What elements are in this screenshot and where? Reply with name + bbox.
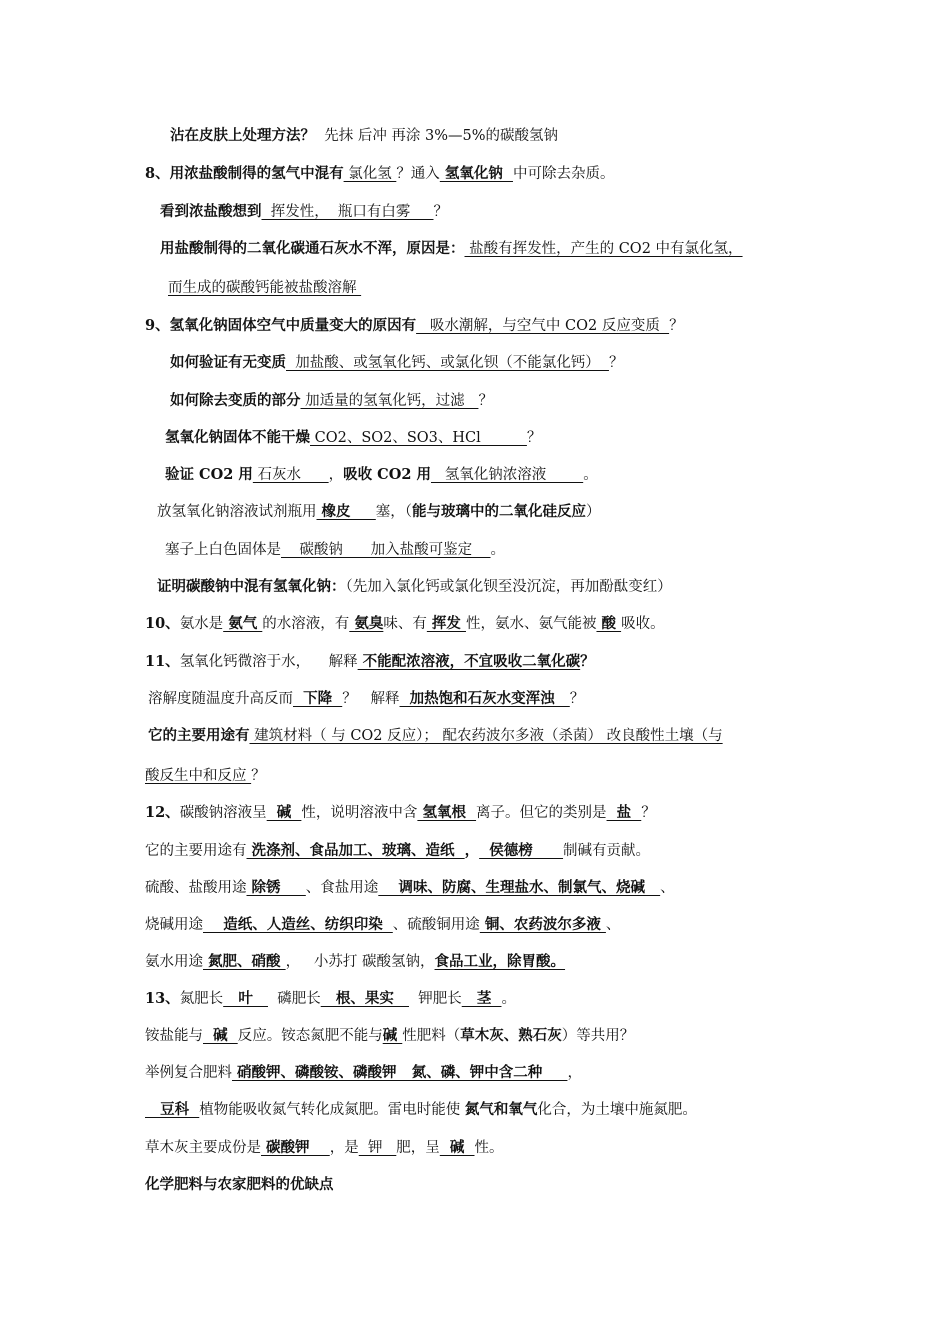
section-heading <box>145 1175 334 1195</box>
text-segment: 氮肥长 <box>179 991 224 1007</box>
text-segment: 看到浓盐酸想到 <box>160 203 262 220</box>
text-segment: 如何验证有无变质 <box>170 354 286 371</box>
text-segment: 根、果实 <box>320 990 409 1007</box>
text-segment: ？ <box>251 768 266 784</box>
text-segment: 挥发 <box>426 615 466 632</box>
text-segment: 侯德榜 <box>479 842 564 859</box>
text-segment: 碱 <box>266 804 302 821</box>
text-segment: 硝酸钾、磷酸铵、磷酸钾 氮、磷、钾中含二种 <box>232 1064 568 1081</box>
text-segment: 茎 <box>461 990 502 1007</box>
text-segment: 吸水潮解，与空气中 CO2 反应变质 <box>416 318 670 334</box>
text-segment: 性，说明溶液中含 <box>301 805 418 821</box>
text-segment: 加盐酸、或氢氧化钙、或氯化钡（不能氯化钙） <box>286 355 609 371</box>
text-segment: 11、 <box>145 653 180 670</box>
text-line-11 <box>157 502 601 522</box>
text-line-21 <box>145 878 675 898</box>
text-segment: 放氢氧化钠溶液试剂瓶用 <box>157 504 317 520</box>
text-line-24 <box>145 989 516 1009</box>
text-segment: 洗涤剂、食品加工、玻璃、造纸 <box>246 842 465 859</box>
text-segment: 吸收。 <box>621 616 665 632</box>
text-segment: 氯化氢 <box>343 166 397 182</box>
text-segment: 氨臭 <box>349 615 384 632</box>
text-line-13 <box>157 577 672 597</box>
text-segment: 植物能吸收氮气转化成氮肥。雷电时能使 <box>199 1102 465 1118</box>
text-segment: ， <box>464 842 480 859</box>
text-segment: 盐 <box>606 804 642 821</box>
text-segment: 。 <box>501 991 516 1007</box>
text-line-22 <box>145 915 620 935</box>
text-segment: ？通入 <box>396 166 440 182</box>
text-segment: 制碱有贡献。 <box>563 843 651 859</box>
text-segment: 味、有 <box>383 616 427 632</box>
text-segment: ， 小苏打 碳酸氢钠， <box>285 954 435 970</box>
text-segment: ？ <box>669 318 684 334</box>
text-segment: 吸收 CO2 用 <box>343 466 431 483</box>
text-segment: 造纸、人造丝、纺织印染 <box>203 916 393 933</box>
text-segment: 豆科 <box>145 1101 200 1118</box>
text-line-17 <box>148 726 723 746</box>
text-segment: 碱 <box>382 1027 403 1044</box>
text-segment: 加适量的氢氧化钙，过滤 <box>300 393 479 409</box>
text-segment: ？ <box>433 204 448 220</box>
text-segment: 加热饱和石灰水变浑浊 <box>399 690 570 707</box>
text-segment: 氮气和氧气 <box>464 1101 538 1118</box>
text-segment: 10、 <box>145 615 180 632</box>
text-line-02 <box>145 164 614 184</box>
text-line-16 <box>148 689 584 709</box>
text-segment: 挥发性， 瓶口有白雾 <box>261 204 434 220</box>
text-segment: 沾在皮肤上处理方法？ <box>170 127 315 144</box>
text-segment: 草木灰、熟石灰 <box>460 1027 562 1044</box>
text-segment: 能与玻璃中的二氧化硅反应 <box>412 503 587 520</box>
text-segment: 氨水是 <box>179 616 224 632</box>
text-segment: ？ 解释 <box>342 691 400 707</box>
text-line-05 <box>168 278 361 298</box>
text-line-06 <box>145 316 684 336</box>
text-segment: 13、 <box>145 990 180 1007</box>
text-segment: 它的主要用途有 <box>148 727 250 744</box>
text-segment: 调味、防腐、生理盐水、制氯气、烧碱 <box>378 879 661 896</box>
text-segment: 肥，呈 <box>396 1140 440 1156</box>
text-segment: （先加入氯化钙或氯化钡至没沉淀，再加酚酞变红） <box>345 579 672 595</box>
text-line-19 <box>145 803 656 823</box>
text-segment: 、硫酸铜用途 <box>392 917 480 933</box>
text-segment: ？ <box>641 805 656 821</box>
text-segment: 12、 <box>145 804 180 821</box>
text-segment: 性肥料（ <box>402 1028 461 1044</box>
text-segment: 氮肥、硝酸 <box>203 953 286 970</box>
text-segment: 。 <box>490 542 506 558</box>
text-segment: 的水溶液，有 <box>262 616 350 632</box>
text-segment: 石灰水 <box>252 467 329 483</box>
text-segment: 氢氧化钙微溶于水， 解释 <box>179 654 358 670</box>
text-segment: 离子。但它的类别是 <box>476 805 607 821</box>
text-segment: 钾 <box>358 1140 397 1156</box>
text-segment: 塞，（ <box>375 504 413 520</box>
text-line-26 <box>145 1063 582 1083</box>
text-segment: 盐酸有挥发性，产生的 CO2 中有氯化氢， <box>464 241 743 257</box>
text-segment: 铜、农药波尔多液 <box>479 916 606 933</box>
text-segment: 氢氧化钠固体不能干燥 <box>165 429 310 446</box>
text-segment: ，是 <box>329 1140 359 1156</box>
text-line-14 <box>145 614 665 634</box>
text-segment: 化合，为土壤中施氮肥。 <box>537 1102 697 1118</box>
text-line-03 <box>160 202 448 222</box>
text-segment: 硫酸、盐酸用途 <box>145 880 247 896</box>
text-segment: ） <box>586 504 601 520</box>
text-segment: 8、用浓盐酸制得的氢气中混有 <box>145 165 344 182</box>
text-line-25 <box>145 1026 634 1046</box>
text-segment: 叶 <box>223 990 268 1007</box>
text-segment: 碳酸钠溶液呈 <box>179 805 267 821</box>
text-line-28 <box>145 1138 504 1158</box>
text-segment: 氨气 <box>223 615 263 632</box>
text-segment: 氢氧根 <box>417 804 477 821</box>
text-segment: ？ <box>478 393 493 409</box>
text-segment: 下降 <box>293 690 343 707</box>
text-segment: 氢氧化钠浓溶液 <box>430 467 584 483</box>
text-segment: 用盐酸制得的二氧化碳通石灰水不浑，原因是： <box>160 240 465 257</box>
text-line-01 <box>170 126 558 146</box>
text-line-20 <box>145 841 650 861</box>
text-segment: 中可除去杂质。 <box>512 166 615 182</box>
text-segment: 塞子上白色固体是 <box>165 542 281 558</box>
text-segment: CO2、SO2、SO3、HCl <box>310 430 527 446</box>
text-segment: ）等共用？ <box>561 1028 635 1044</box>
text-segment: 验证 CO2 用 <box>165 466 253 483</box>
text-segment: 建筑材料（ 与 CO2 反应）； 配农药波尔多液（杀菌） 改良酸性土壤（与 <box>249 728 723 744</box>
text-segment: ？ <box>580 653 595 670</box>
text-segment: 举例复合肥料 <box>145 1065 232 1081</box>
text-segment: 铵盐能与 <box>145 1028 203 1044</box>
text-segment: 除锈 <box>246 879 306 896</box>
text-segment: 酸 <box>596 615 622 632</box>
text-segment: 反应。铵态氮肥不能与 <box>237 1028 383 1044</box>
text-line-04 <box>160 239 743 259</box>
text-line-12 <box>165 540 505 560</box>
text-segment: 、食盐用途 <box>305 880 379 896</box>
text-segment: 烧碱用途 <box>145 917 203 933</box>
text-segment: ？ <box>569 691 585 707</box>
text-segment: 、 <box>605 917 621 933</box>
text-line-10 <box>165 465 598 485</box>
text-segment: 草木灰主要成份是 <box>145 1140 261 1156</box>
text-segment: 先抹 后冲 再涂 3%—5%的碳酸氢钠 <box>315 128 559 144</box>
text-segment: ， <box>567 1065 582 1081</box>
text-line-23 <box>145 952 565 972</box>
text-segment: 碱 <box>439 1139 475 1156</box>
text-line-15 <box>145 652 595 672</box>
text-segment: 溶解度随温度升高反而 <box>148 691 293 707</box>
text-segment: 不能配浓溶液，不宜吸收二氧化碳 <box>357 653 581 670</box>
text-segment: 。 <box>583 467 598 483</box>
text-segment: 碳酸钠 加入盐酸可鉴定 <box>281 542 491 558</box>
text-segment: 钾肥长 <box>409 991 462 1007</box>
text-segment: 性，氨水、氨气能被 <box>465 616 597 632</box>
text-line-27 <box>145 1100 697 1120</box>
text-segment: 9、氢氧化钠固体空气中质量变大的原因有 <box>145 317 417 334</box>
text-segment: 橡皮 <box>316 503 376 520</box>
text-segment: ？ <box>526 430 542 446</box>
text-segment: 而生成的碳酸钙能被盐酸溶解 <box>168 280 362 296</box>
text-segment: 酸反生中和反应 <box>145 768 252 784</box>
text-line-09 <box>165 428 541 448</box>
text-segment: ？ <box>608 355 624 371</box>
text-segment: 碱 <box>203 1027 238 1044</box>
text-segment: 碳酸钾 <box>261 1139 330 1156</box>
text-segment: 它的主要用途有 <box>145 843 247 859</box>
text-segment: 食品工业，除胃酸。 <box>434 953 566 970</box>
text-segment: 、 <box>660 880 675 896</box>
text-line-18 <box>145 766 266 786</box>
text-line-08 <box>170 391 493 411</box>
text-segment: 氢氧化钠 <box>439 165 513 182</box>
text-segment: 如何除去变质的部分 <box>170 392 301 409</box>
text-segment: 性。 <box>474 1140 504 1156</box>
text-segment: 磷肥长 <box>267 991 321 1007</box>
text-segment: ， <box>328 467 344 483</box>
text-line-07 <box>170 353 623 373</box>
text-segment: 氨水用途 <box>145 954 203 970</box>
text-segment: 证明碳酸钠中混有氢氧化钠： <box>157 578 346 595</box>
text-segment: 化学肥料与农家肥料的优缺点 <box>145 1176 334 1193</box>
